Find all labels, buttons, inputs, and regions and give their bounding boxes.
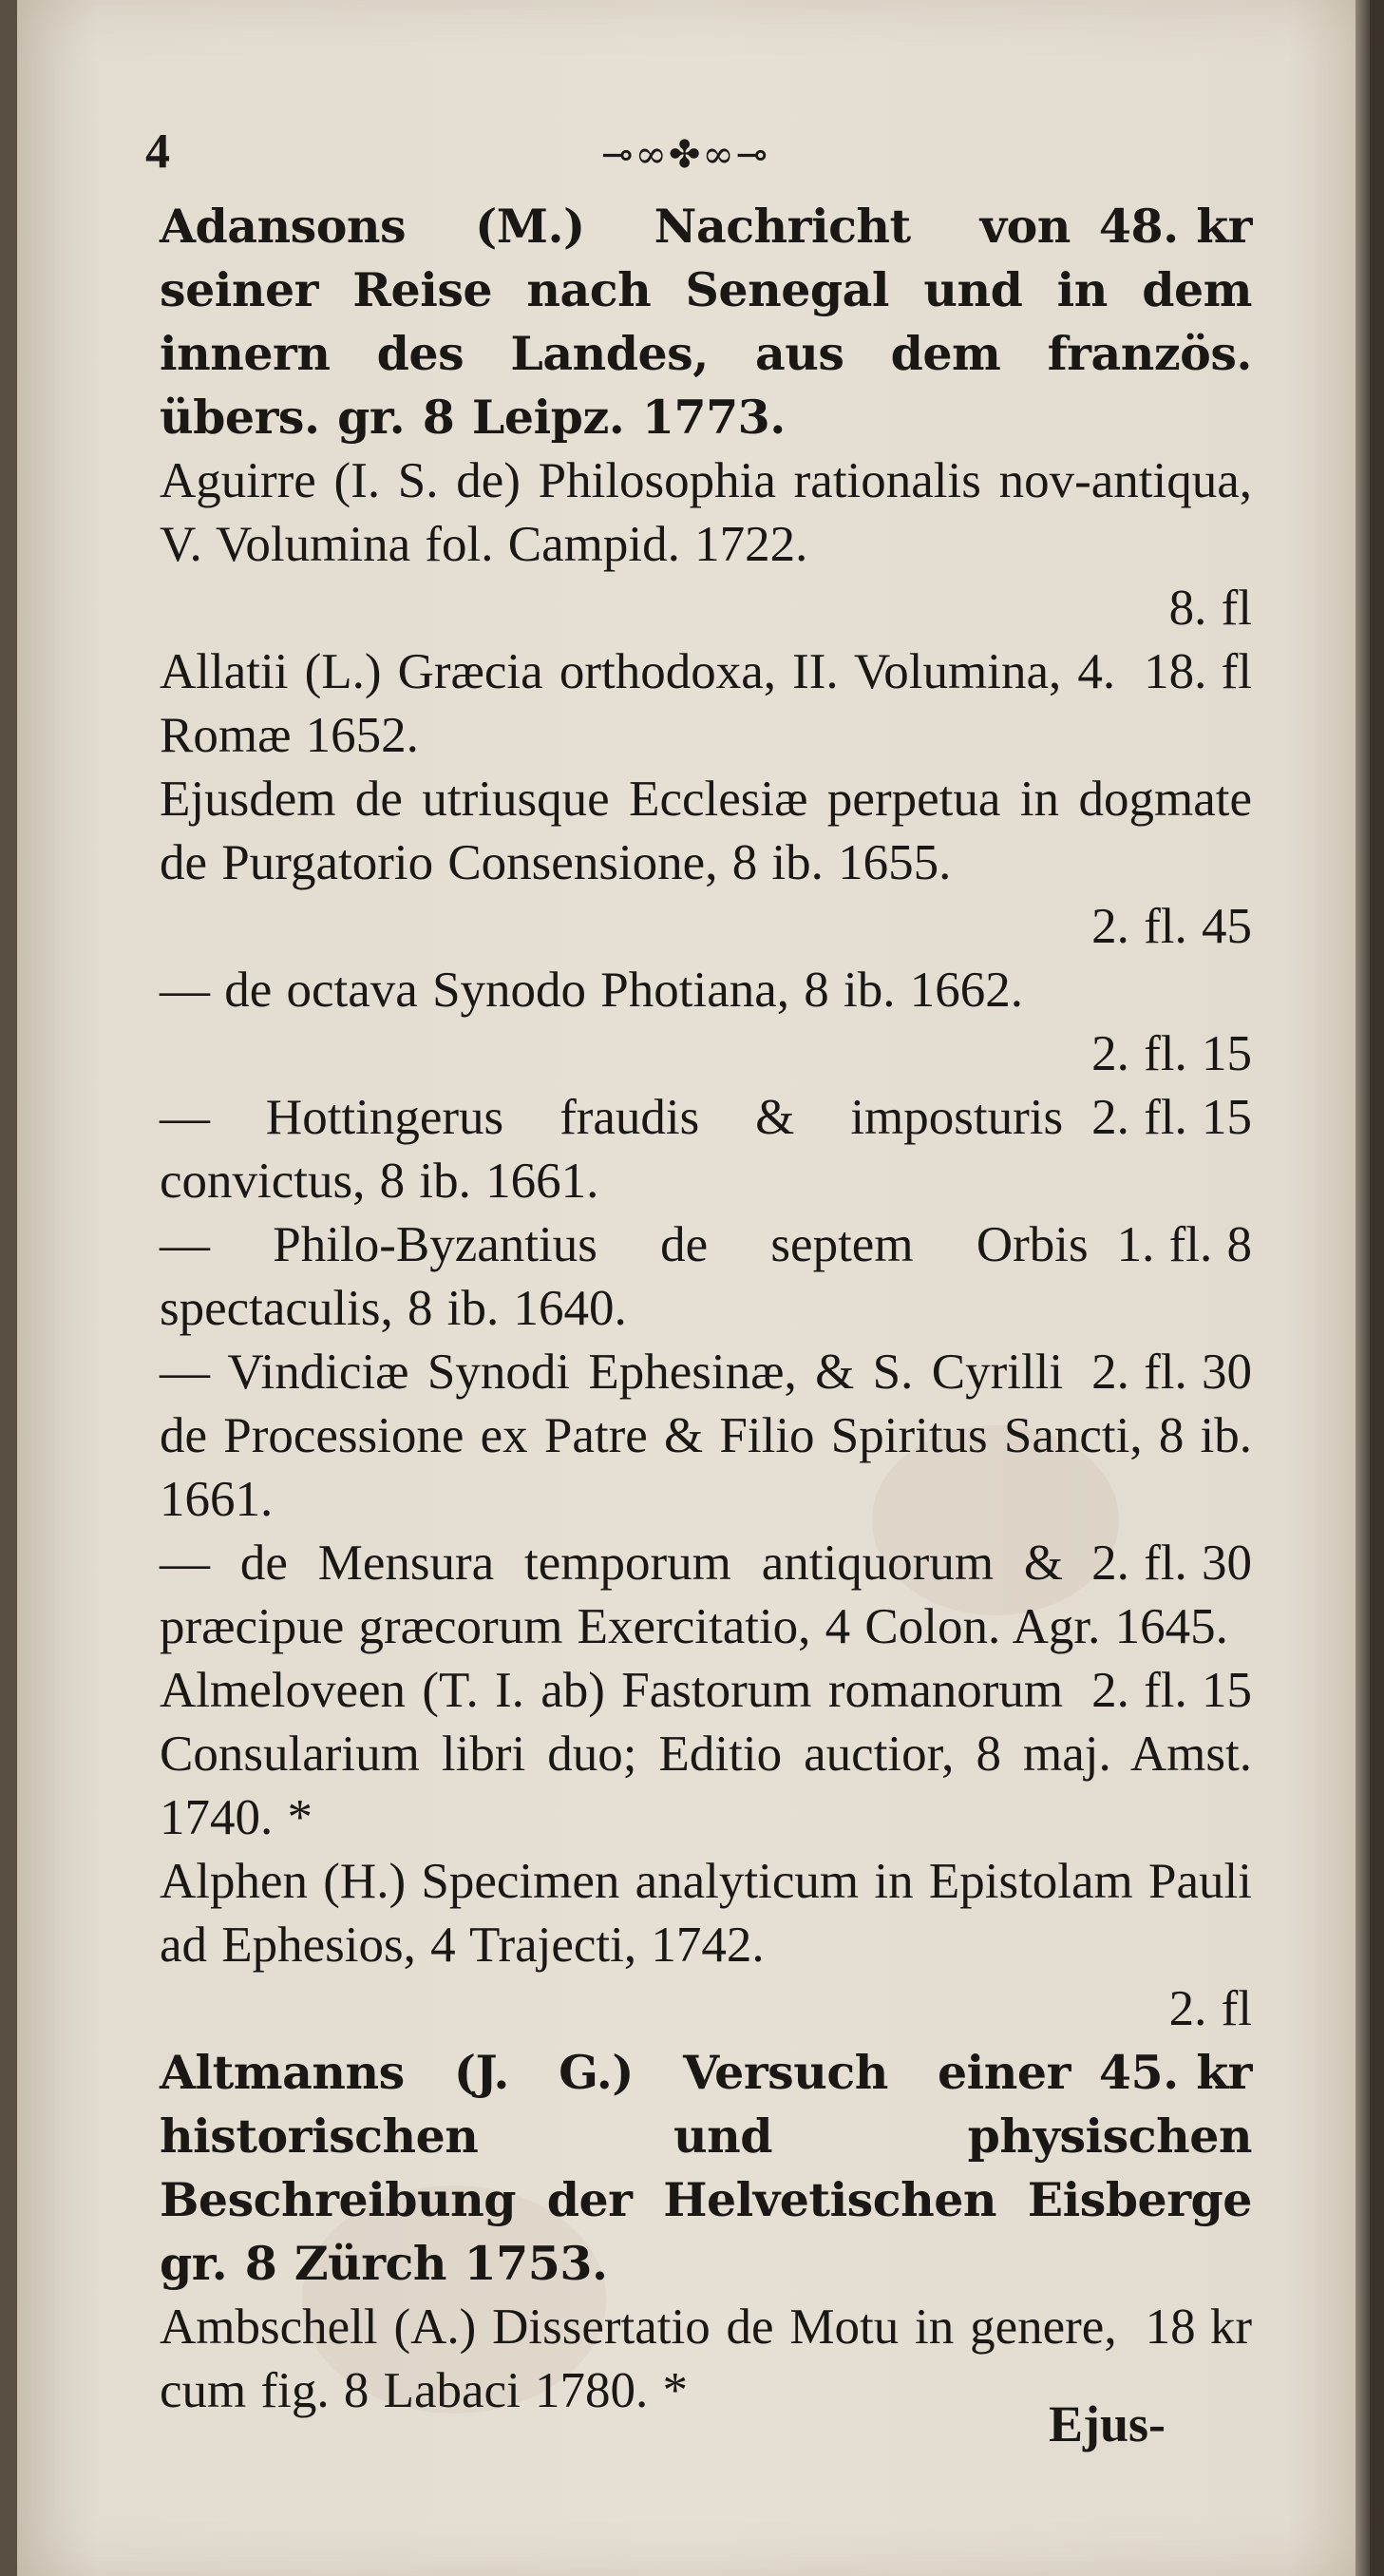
- catchword: Ejus-: [1048, 2395, 1166, 2452]
- catalog-entry: [160, 1213, 1252, 1341]
- entry-price: 18. fl: [1144, 644, 1252, 699]
- catalog-entry: [160, 2041, 1252, 2296]
- entry-text: Adansons (M.) Nachricht von seiner Reise nach Senegal und in dem innern des Landes, aus dem französ. übers. gr. 8 Leipz. 1773.: [160, 199, 1252, 445]
- entry-price: 2. fl. 45: [1091, 899, 1252, 954]
- catalog-entry: [160, 1850, 1252, 2041]
- ornament-icon: ⊸∞✤∞⊸: [601, 133, 770, 177]
- entry-price: 2. fl. 30: [1091, 1345, 1252, 1400]
- entry-price: 2. fl. 15: [1091, 1663, 1252, 1718]
- entry-text: Ambschell (A.) Dissertatio de Motu in genere, cum fig. 8 Labaci 1780. *: [160, 2299, 1117, 2418]
- page-header: [17, 124, 1370, 190]
- entry-text: — Hottingerus fraudis & imposturis convictus, 8 ib. 1661.: [160, 1090, 1064, 1209]
- page-edge: [1356, 0, 1370, 2576]
- book-gutter: [0, 0, 17, 2576]
- catalog-entry: [160, 959, 1252, 1086]
- entry-text: — Vindiciæ Synodi Ephesinæ, & S. Cyrilli de Processione ex Patre & Filio Spiritus Sancti, 8 ib. 1661.: [160, 1345, 1252, 1527]
- catalog-entry: [160, 1532, 1252, 1659]
- entry-text: Allatii (L.) Græcia orthodoxa, II. Volumina, 4. Romæ 1652.: [160, 644, 1116, 763]
- catalog-entry: [160, 1659, 1252, 1850]
- entry-price: 18 kr: [1145, 2299, 1252, 2355]
- entry-price: 48. kr: [1098, 199, 1252, 254]
- entry-text: — Philo-Byzantius de septem Orbis spectaculis, 8 ib. 1640.: [160, 1217, 1089, 1336]
- page-number: 4: [145, 124, 170, 179]
- entry-price: 1. fl. 8: [1116, 1217, 1252, 1272]
- catalog-entry: [160, 1341, 1252, 1532]
- catalog-entry: [160, 195, 1252, 449]
- entry-text: — de Mensura temporum antiquorum & præcipue græcorum Exercitatio, 4 Colon. Agr. 1645.: [160, 1536, 1228, 1654]
- entry-text: Altmanns (J. G.) Versuch einer historischen und physischen Beschreibung der Helvetischen Eisberge gr. 8 Zürch 1753.: [160, 2045, 1252, 2291]
- entry-price: 45. kr: [1098, 2045, 1252, 2100]
- entry-text: Alphen (H.) Specimen analyticum in Epistolam Pauli ad Ephesios, 4 Trajecti, 1742.: [160, 1854, 1252, 1973]
- catalog-entry: [160, 1086, 1252, 1213]
- entry-text: Ejusdem de utriusque Ecclesiæ perpetua in dogmate de Purgatorio Consensione, 8 ib. 1655.: [160, 772, 1252, 890]
- entry-price: 2. fl. 30: [1091, 1536, 1252, 1591]
- entry-price: 2. fl: [1168, 1981, 1252, 2036]
- entry-text: — de octava Synodo Photiana, 8 ib. 1662.: [160, 963, 1023, 1018]
- catalog-entry: [160, 640, 1252, 768]
- catalog-entries: [160, 195, 1252, 2423]
- entry-text: Aguirre (I. S. de) Philosophia rationalis nov-antiqua, V. Volumina fol. Campid. 1722.: [160, 453, 1252, 572]
- entry-price: 2. fl. 15: [1091, 1090, 1252, 1145]
- entry-price: 8. fl: [1168, 581, 1252, 636]
- entry-price: 2. fl. 15: [1091, 1026, 1252, 1081]
- entry-text: Almeloveen (T. I. ab) Fastorum romanorum Consularium libri duo; Editio auctior, 8 maj. Amst. 1740. *: [160, 1663, 1252, 1845]
- catalog-entry: [160, 449, 1252, 640]
- book-page: [17, 0, 1370, 2576]
- catalog-entry: [160, 768, 1252, 959]
